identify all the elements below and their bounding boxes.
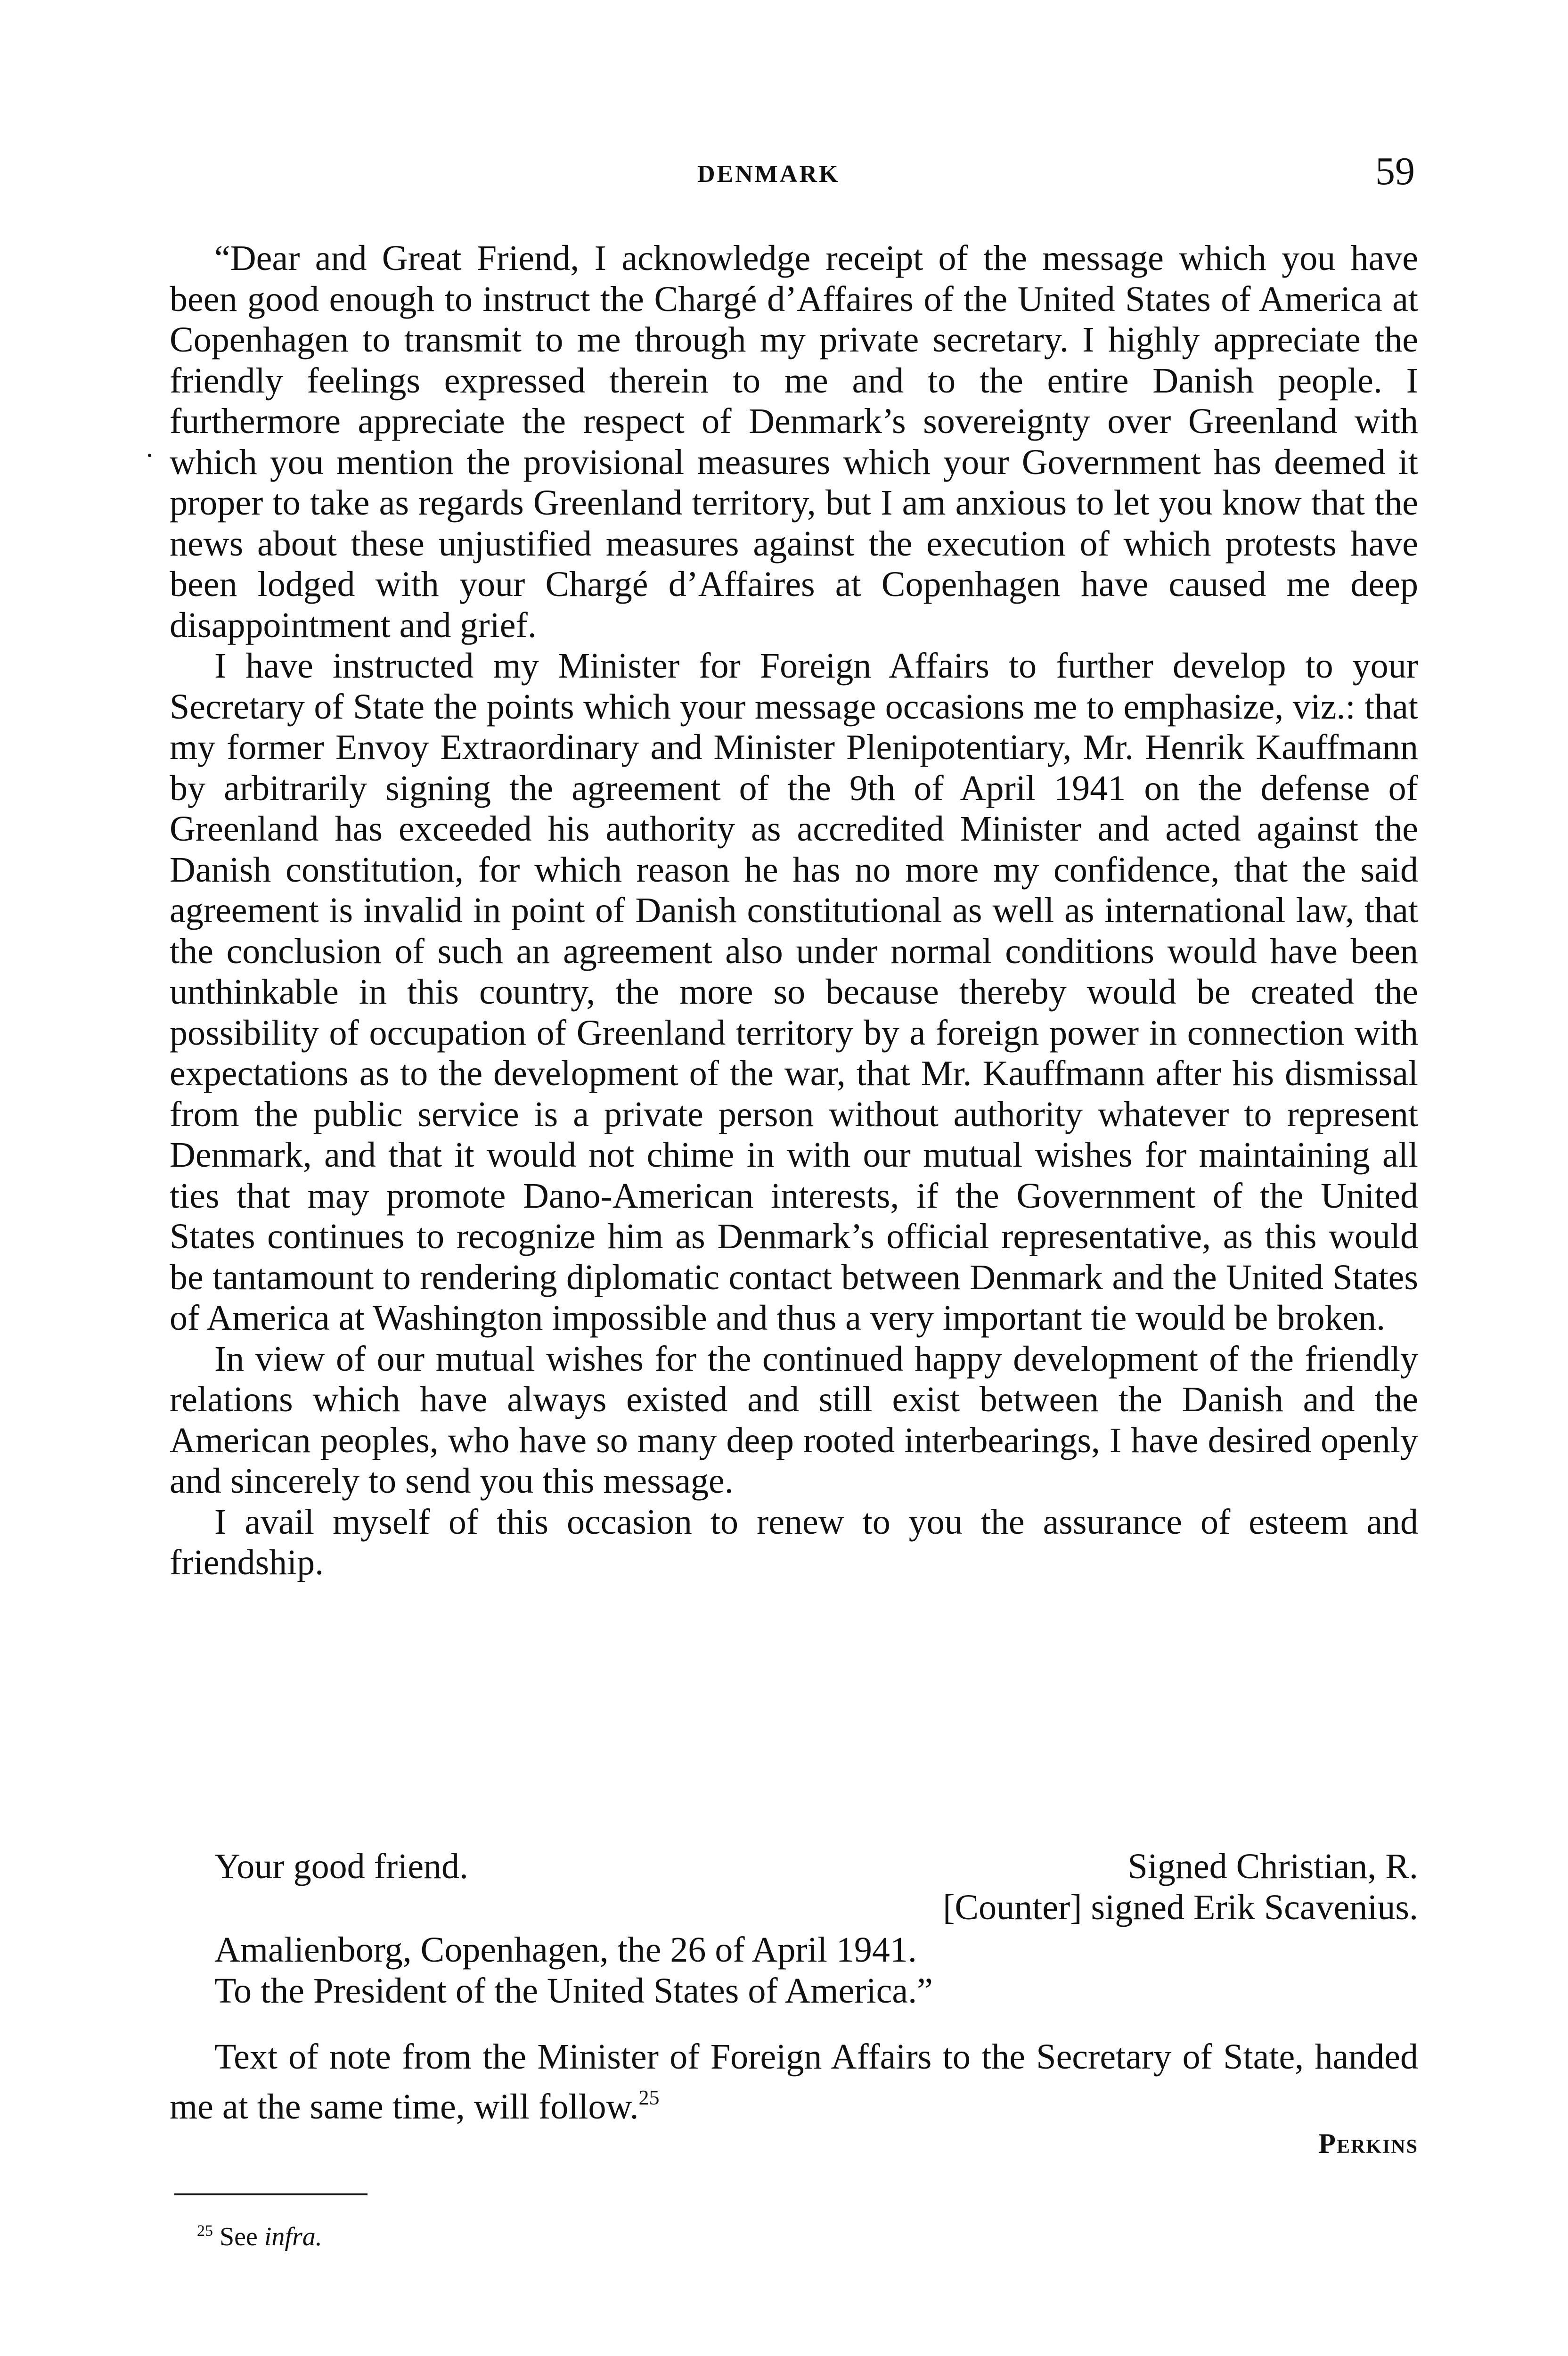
letter-paragraph: I avail myself of this occasion to renew to you the assurance of esteem and friendship. bbox=[170, 1502, 1418, 1582]
signoff-row bbox=[214, 1846, 1418, 1887]
footnote bbox=[197, 2222, 322, 2252]
footnote-text: See bbox=[220, 2222, 258, 2251]
page-number: 59 bbox=[1375, 149, 1415, 193]
countersign-row bbox=[214, 1887, 1418, 1928]
note-text: Text of note from the Minister of Foreign Affairs to the Secretary of State, handed me at the same time, will follow. bbox=[170, 2037, 1418, 2127]
countersignature: [Counter] signed Erik Scavenius. bbox=[943, 1887, 1418, 1927]
note-paragraph bbox=[170, 2037, 1418, 2127]
closing-block bbox=[214, 1930, 933, 2011]
footnote-italic-text: infra. bbox=[264, 2222, 322, 2251]
footnote-marker: 25 bbox=[197, 2222, 213, 2240]
margin-dot: . bbox=[146, 432, 153, 463]
letter-paragraph: In view of our mutual wishes for the continued happy development of the friendly relations which have always existed and still exist between the Danish and the American peoples, who have so many deep rooted interbearings, I have desired openly and sincerely to send you this message. bbox=[170, 1339, 1418, 1501]
footnote-divider bbox=[174, 2193, 368, 2195]
note-paragraph-block bbox=[170, 2037, 1418, 2127]
place-date: Amalienborg, Copenhagen, the 26 of April 1941. bbox=[214, 1930, 917, 1970]
addressee: To the President of the United States of America.” bbox=[214, 1971, 933, 2011]
closing-salutation: Your good friend. bbox=[214, 1847, 469, 1886]
letter-paragraph: “Dear and Great Friend, I acknowledge receipt of the message which you have been good enough to instruct the Chargé d’Affaires of the United States of America at Copenhagen to transmit to me through my private secretary. I highly appreciate the friendly feelings expressed therein to me and to the entire Danish people. I furthermore appreciate the respect of Denmark’s sovereignty over Greenland with which you mention the provisional measures which your Government has deemed it proper to take as regards Greenland territory, but I am anxious to let you know that the news about these unjustified measures against the execution of which protests have been lodged with your Chargé d’Affaires at Copenhagen have caused me deep disappointment and grief. bbox=[170, 238, 1418, 645]
running-title: DENMARK bbox=[697, 161, 840, 188]
sender-signature: Perkins bbox=[1318, 2128, 1418, 2159]
royal-signature: Signed Christian, R. bbox=[1127, 1847, 1418, 1886]
footnote-reference: 25 bbox=[638, 2086, 660, 2109]
letter-body bbox=[170, 238, 1418, 1583]
letter-paragraph: I have instructed my Minister for Foreign Affairs to further develop to your Secretary of State the points which your message occasions me to emphasize, viz.: that my former Envoy Extraordinary and Minister Plenipotentiary, Mr. Henrik Kauffmann by arbitrarily signing the agreement of the 9th of April 1941 on the defense of Greenland has exceeded his authority as accredited Minister and acted against the Danish constitution, for which reason he has no more my confidence, that the said agreement is invalid in point of Danish constitutional as well as international law, that the conclusion of such an agreement also under normal conditions would have been unthinkable in this country, the more so because thereby would be created the possibility of occupation of Greenland territory by a foreign power in connection with expectations as to the development of the war, that Mr. Kauffmann after his dismissal from the public service is a private person without authority whatever to represent Denmark, and that it would not chime in with our mutual wishes for maintaining all ties that may promote Dano-American interests, if the Government of the United States continues to recognize him as Denmark’s official representative, as this would be tantamount to rendering diplomatic contact between Denmark and the United States of America at Washington impossible and thus a very important tie would be broken. bbox=[170, 646, 1418, 1338]
signoff-block bbox=[214, 1846, 1418, 1928]
